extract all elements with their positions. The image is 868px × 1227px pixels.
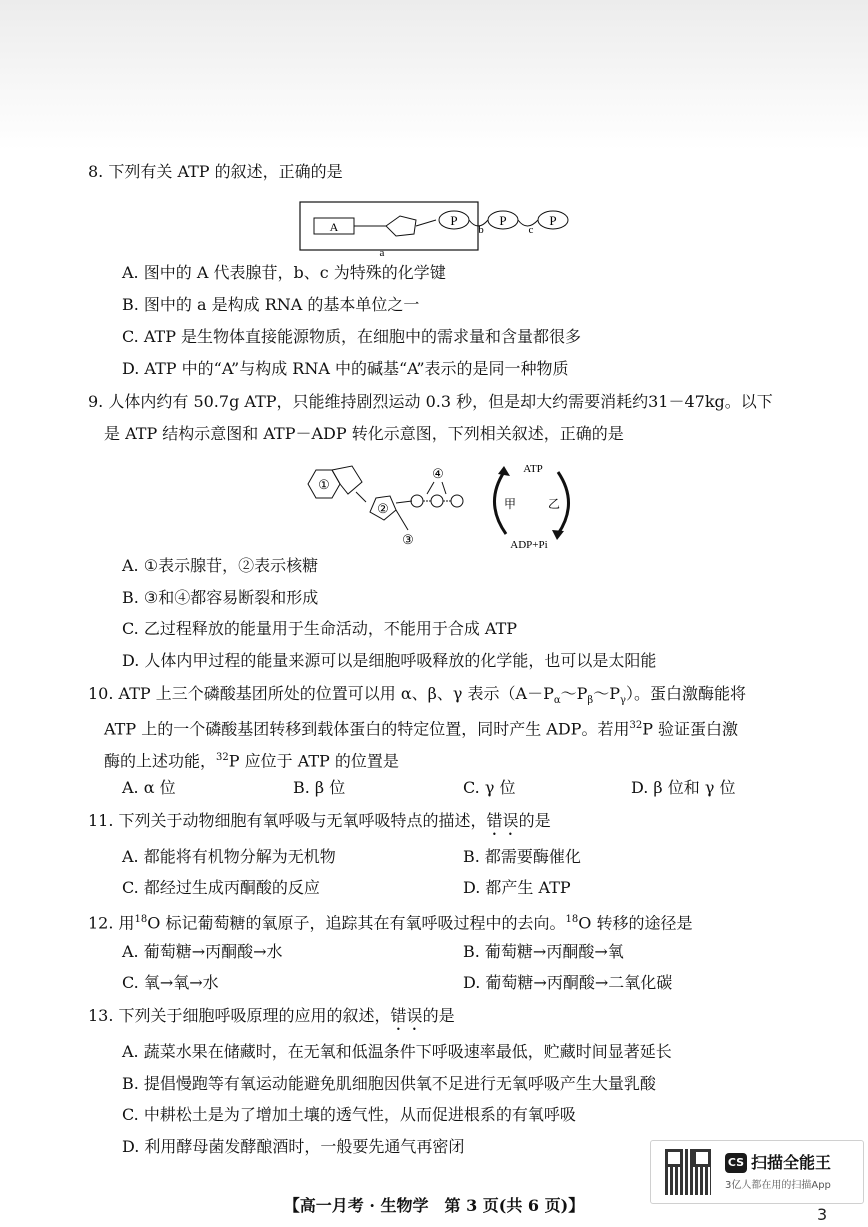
q13-option-b: B. 提倡慢跑等有氧运动能避免肌细胞因供氧不足进行无氧呼吸产生大量乳酸 — [122, 1074, 656, 1093]
q10-stem-line2: ATP 上的一个磷酸基团转移到载体蛋白的特定位置，同时产生 ADP。若用$^{32}$P 验证蛋白激 — [104, 719, 739, 739]
page-footer: 【高一月考 · 生物学 第 3 页(共 6 页)】 — [283, 1196, 585, 1215]
q9-label-adp: ADP+Pi — [510, 539, 548, 551]
q9-stem-line1: 9. 人体内约有 50.7g ATP，只能维持剧烈运动 0.3 秒，但是却大约需要消耗约31－47kg。以下 — [88, 392, 773, 411]
q12-option-c: C. 氧→氧→水 — [122, 973, 219, 992]
q8-stem: 8. 下列有关 ATP 的叙述，正确的是 — [88, 162, 343, 181]
q8-option-c: C. ATP 是生物体直接能源物质，在细胞中的需求量和含量都很多 — [122, 327, 582, 346]
scan-shading — [0, 0, 868, 150]
q8-label-c: c — [528, 224, 534, 236]
qr-code-icon — [665, 1149, 711, 1195]
page-marker: 3 — [817, 1205, 828, 1224]
q8-p3: P — [549, 213, 557, 228]
q13-option-d: D. 利用酵母菌发酵酿酒时，一般要先通气再密闭 — [122, 1137, 465, 1156]
camscanner-watermark — [650, 1140, 864, 1204]
camscanner-tagline: 3亿人都在用的扫描App — [725, 1180, 831, 1191]
q11-stem: 11. 下列关于动物细胞有氧呼吸与无氧呼吸特点的描述，错误的是 — [88, 811, 551, 830]
camscanner-name: 扫描全能王 — [751, 1153, 832, 1172]
q13-option-c: C. 中耕松土是为了增加土壤的透气性，从而促进根系的有氧呼吸 — [122, 1105, 576, 1124]
q8-ribose-pentagon — [386, 216, 416, 236]
q10-stem-line3: 酶的上述功能，$^{32}$P 应位于 ATP 的位置是 — [104, 751, 399, 771]
q11-emphasis: 错误 — [486, 811, 519, 830]
q8-p2: P — [499, 213, 507, 228]
q10-option-c: C. γ 位 — [463, 778, 516, 797]
q8-option-d: D. ATP 中的“A”与构成 RNA 中的碱基“A”表示的是同一种物质 — [122, 359, 569, 378]
q11-option-d: D. 都产生 ATP — [463, 878, 571, 897]
q8-box-label: A — [329, 220, 339, 234]
q9-label-4: ④ — [432, 466, 444, 481]
q9-atp-structure-figure — [296, 458, 476, 548]
q8-option-b: B. 图中的 a 是构成 RNA 的基本单位之一 — [122, 295, 420, 314]
q12-option-b: B. 葡萄糖→丙酮酸→氧 — [463, 942, 624, 961]
q8-p1: P — [450, 213, 458, 228]
q9-option-a: A. ①表示腺苷，②表示核糖 — [122, 556, 319, 575]
q9-label-jia: 甲 — [503, 497, 517, 511]
q10-stem-line1: 10. ATP 上三个磷酸基团所处的位置可以用 α、β、γ 表示$(A-P_\alpha\sim P_\beta\sim P_\gamma)$。蛋白激酶能将 — [88, 684, 746, 707]
camscanner-logo-icon: CS — [725, 1153, 747, 1173]
q13-stem: 13. 下列关于细胞呼吸原理的应用的叙述，错误的是 — [88, 1006, 455, 1025]
q8-atp-figure — [298, 200, 578, 260]
q10-option-b: B. β 位 — [293, 778, 346, 797]
q8-label-b: b — [478, 224, 484, 236]
q10-option-d: D. β 位和 γ 位 — [631, 778, 736, 797]
q12-option-d: D. 葡萄糖→丙酮酸→二氧化碳 — [463, 973, 673, 992]
q11-option-c: C. 都经过生成丙酮酸的反应 — [122, 878, 320, 897]
q8-label-a: a — [379, 247, 385, 259]
q13-emphasis: 错误 — [390, 1006, 423, 1025]
q9-atp-adp-cycle-figure — [484, 458, 579, 553]
q12-option-a: A. 葡萄糖→丙酮酸→水 — [122, 942, 283, 961]
q8-option-a: A. 图中的 A 代表腺苷，b、c 为特殊的化学键 — [122, 263, 446, 282]
q9-stem-line2: 是 ATP 结构示意图和 ATP－ADP 转化示意图，下列相关叙述，正确的是 — [104, 424, 624, 443]
q9-label-atp: ATP — [523, 463, 543, 475]
q12-stem: 12. 用$^{18}$O 标记葡萄糖的氧原子，追踪其在有氧呼吸过程中的去向。$^{18}$O 转移的途径是 — [88, 913, 693, 933]
q11-option-b: B. 都需要酶催化 — [463, 847, 581, 866]
q11-option-a: A. 都能将有机物分解为无机物 — [122, 847, 336, 866]
q9-option-c: C. 乙过程释放的能量用于生命活动，不能用于合成 ATP — [122, 619, 518, 638]
q9-option-d: D. 人体内甲过程的能量来源可以是细胞呼吸释放的化学能，也可以是太阳能 — [122, 651, 657, 670]
q13-option-a: A. 蔬菜水果在储藏时，在无氧和低温条件下呼吸速率最低，贮藏时间显著延长 — [122, 1042, 672, 1061]
q9-label-3: ③ — [402, 532, 414, 547]
q9-label-yi: 乙 — [547, 497, 561, 511]
q9-option-b: B. ③和④都容易断裂和形成 — [122, 588, 319, 607]
q9-label-2: ② — [377, 501, 389, 516]
q9-label-1: ① — [318, 477, 330, 492]
q10-option-a: A. α 位 — [122, 778, 176, 797]
